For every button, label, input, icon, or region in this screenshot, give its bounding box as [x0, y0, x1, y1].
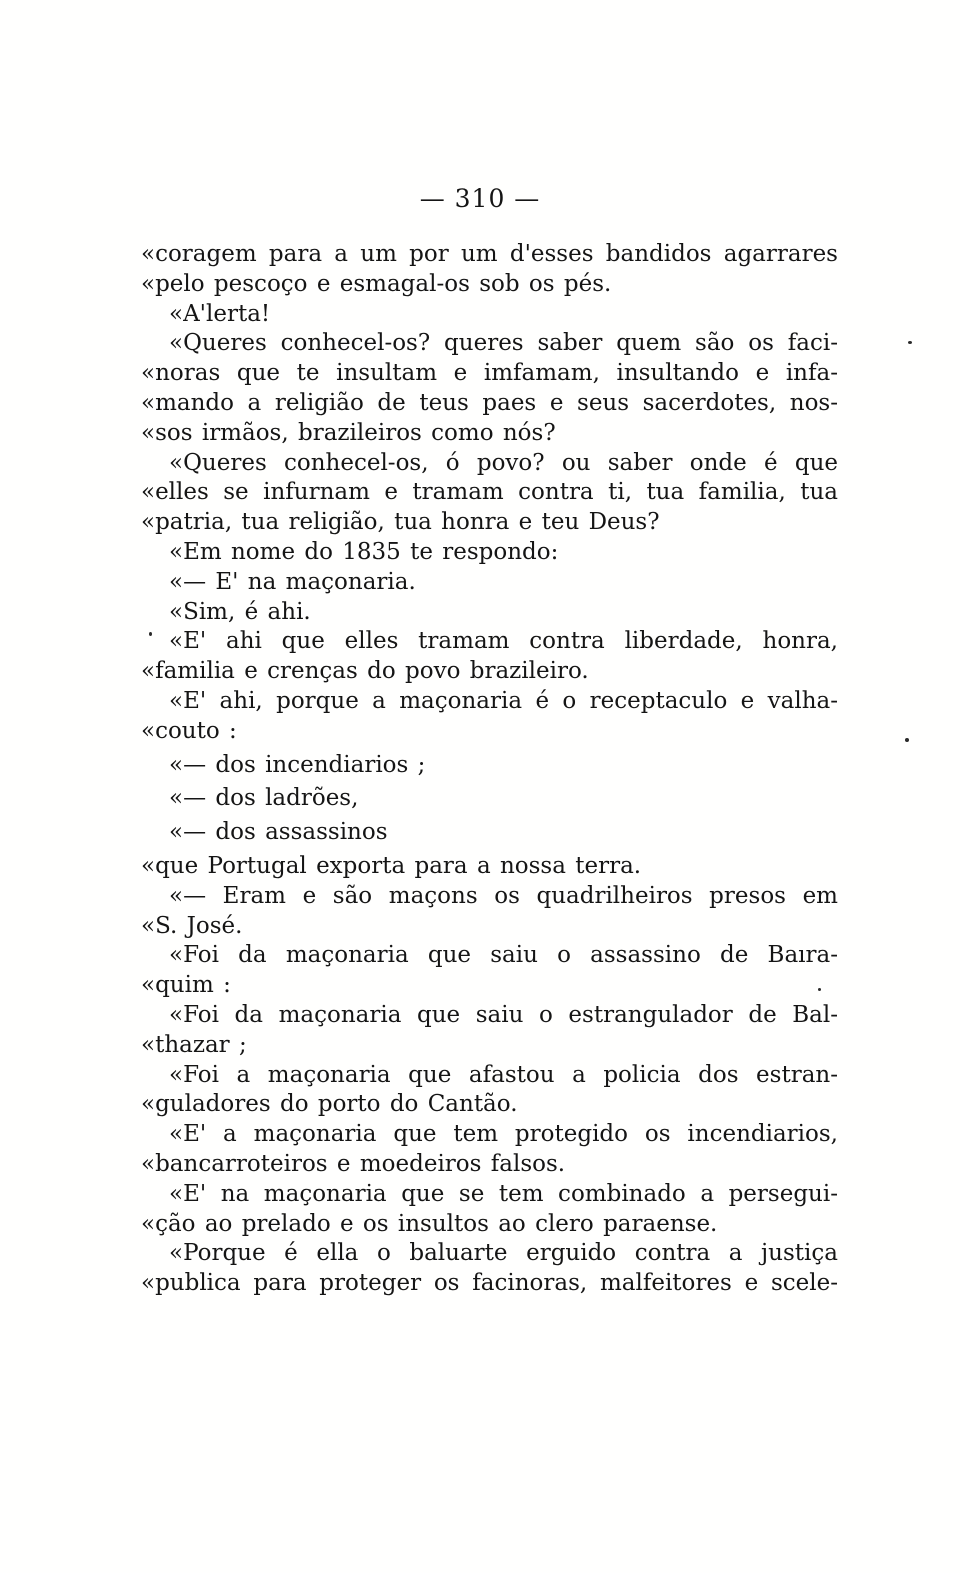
text-line: «S. José.: [141, 912, 243, 939]
scan-speck: [149, 632, 152, 636]
text-line: «mando a religião de teus paes e seus sacerdotes, nos-: [141, 389, 838, 416]
text-line: «— dos ladrões,: [169, 785, 359, 812]
text-line: «ção ao prelado e os insultos ao clero paraense.: [141, 1210, 718, 1237]
text-line: «coragem para a um por um d'esses bandidos agarrares: [141, 241, 838, 267]
text-line: «que Portugal exporta para a nossa terra.: [141, 852, 642, 879]
text-line: «guladores do porto do Cantão.: [141, 1091, 518, 1118]
text-line: «bancarroteiros e moedeiros falsos.: [141, 1150, 566, 1177]
text-line: «Queres conhecel-os? queres saber quem são os faci-: [169, 330, 838, 357]
text-line: «Em nome do 1835 te respondo:: [169, 538, 559, 565]
text-line: «E' ahi, porque a maçonaria é o receptaculo e valha-: [169, 687, 838, 714]
text-line: «thazar ;: [141, 1031, 247, 1058]
text-line: «Porque é ella o baluarte erguido contra a justiça: [169, 1240, 838, 1267]
text-line: «publica para proteger os facinoras, malfeitores e scele-: [141, 1270, 838, 1297]
text-line: «Foi da maçonaria que saiu o assassino de Baıra-: [169, 942, 838, 969]
text-line: «Queres conhecel-os, ó povo? ou saber onde é que: [169, 449, 838, 476]
text-line: «quim :: [141, 972, 231, 999]
text-line: «— dos incendiarios ;: [169, 751, 426, 778]
text-line: «elles se infurnam e tramam contra ti, tua familia, tua: [141, 479, 838, 506]
text-block: [141, 240, 838, 1299]
text-line: «pelo pescoço e esmagal-os sob os pés.: [141, 270, 612, 297]
text-line: «— Eram e são maçons os quadrilheiros presos em: [169, 882, 838, 909]
text-line: «patria, tua religião, tua honra e teu Deus?: [141, 509, 660, 536]
page-number: — 310 —: [419, 184, 541, 213]
text-line: «sos irmãos, brazileiros como nós?: [141, 419, 556, 446]
text-line: «— dos assassinos: [169, 819, 388, 846]
scan-speck: [818, 988, 821, 991]
scan-speck: [905, 738, 909, 742]
text-line: «A'lerta!: [169, 300, 271, 327]
text-line: «E' na maçonaria que se tem combinado a persegui-: [169, 1180, 838, 1207]
text-line: «Foi a maçonaria que afastou a policia dos estran-: [169, 1061, 838, 1088]
text-line: «noras que te insultam e imfamam, insultando e infa-: [141, 360, 838, 387]
text-line: «E' a maçonaria que tem protegido os incendiarios,: [169, 1121, 838, 1148]
text-line: «Sim, é ahi.: [169, 598, 311, 625]
text-line: «familia e crenças do povo brazileiro.: [141, 658, 589, 685]
scan-speck: [908, 341, 912, 344]
text-line: «couto :: [141, 717, 237, 744]
text-line: «E' ahi que elles tramam contra liberdade, honra,: [169, 628, 838, 655]
text-line: «Foi da maçonaria que saiu o estrangulador de Bal-: [169, 1001, 838, 1028]
text-line: «— E' na maçonaria.: [169, 568, 416, 595]
